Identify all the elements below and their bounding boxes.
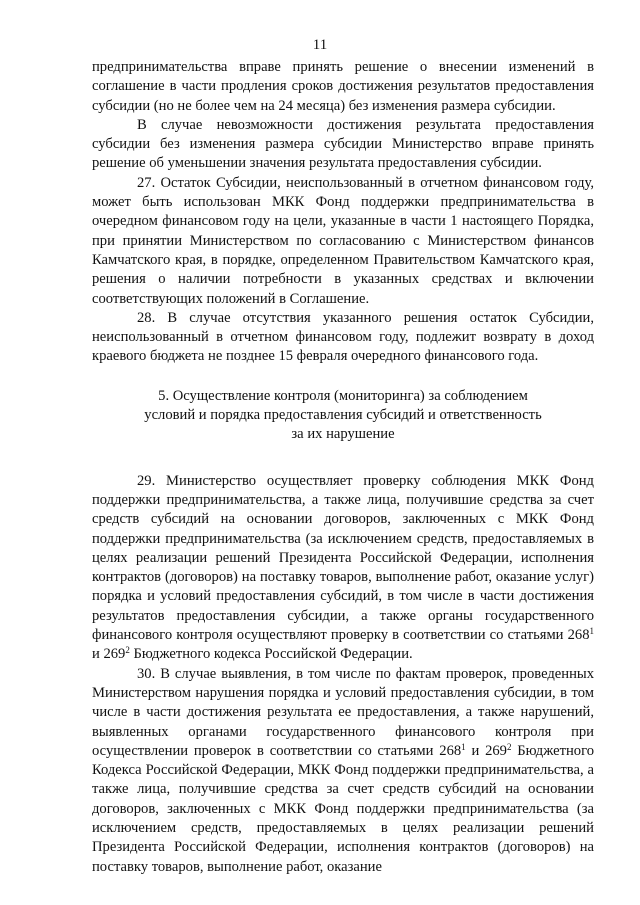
paragraph-27: 27. Остаток Субсидии, неиспользованный в отчетном финансовом году, может быть использован МКК Фонд поддержки предпринимательства в очередном финансовом году на цели, указанные в части 1 настоящего Порядка, при принятии Министерством по согласованию с Министерством финансов Камчатского края, в порядке, определенном Правительством Камчатского края, решения о наличии потребности в указанных средствах и включении соответствующих положений в Соглашение.	[92, 174, 594, 307]
paragraph-29-sup-2: 2	[125, 645, 130, 656]
paragraph-29-text-1: 29. Министерство осуществляет проверку соблюдения МКК Фонд поддержки предпринимательства, а также лица, получившие средства за счет средств субсидий на основании договоров, заключенных с МКК Фонд поддержки предпринимательства (за исключением средств, предоставляемых в целях реализации решений Президента Российской Федерации, исполнения контрактов (договоров) на поставку товаров, выполнение работ, оказание услуг) порядка и условий предоставления субсидий, в том числе в части достижения результатов предоставления субсидии, а также органы государственного финансового контроля осуществляют проверку в соответствии со статьями 268	[92, 472, 594, 644]
paragraph-continuation: предпринимательства вправе принять решение о внесении изменений в соглашение в части продления сроков достижения результатов предоставления субсидии (но не более чем на 24 месяца) без изменения размера субсидии.	[92, 59, 594, 114]
paragraph-29-text-2: и 269	[92, 646, 126, 663]
paragraph-28: 28. В случае отсутствия указанного решения остаток Субсидии, неиспользованный в отчетном финансовом году, подлежит возврату в доход краевого бюджета не позднее 15 февраля очередного финансового года.	[92, 309, 594, 365]
paragraph-30	[92, 665, 594, 877]
section-heading-line-2: условий и порядка предоставления субсидий и ответственность	[144, 407, 542, 424]
section-heading-line-3: за их нарушение	[291, 426, 395, 443]
paragraph-impossibility: В случае невозможности достижения результата предоставления субсидии без изменения размера субсидии Министерство вправе принять решение об уменьшении значения результата предоставления субсидии.	[92, 116, 594, 172]
paragraph-30-text-3: Бюджетного Кодекса Российской Федерации, МКК Фонд поддержки предпринимательства, а также лица, получившие средства за счет средств субсидий на основании договоров, заключенных с МКК Фонд поддержки предпринимательства (за исключением средств, предоставляемых в целях реализации решений Президента Российской Федерации, исполнения контрактов (договоров) на поставку товаров, выполнение работ, оказание	[92, 742, 595, 875]
paragraph-29	[92, 472, 594, 665]
document-body	[92, 58, 594, 877]
section-heading	[92, 387, 594, 445]
paragraph-30-text-2: и 269	[465, 742, 507, 759]
paragraph-29-sup-1: 1	[589, 626, 594, 637]
section-heading-line-1: 5. Осуществление контроля (мониторинга) за соблюдением	[158, 387, 528, 404]
paragraph-30-sup-2: 2	[506, 741, 512, 752]
paragraph-30-sup-1: 1	[461, 741, 466, 752]
paragraph-29-text-3: Бюджетного кодекса Российской Федерации.	[129, 646, 413, 663]
paragraph-30-text-1: 30. В случае выявления, в том числе по фактам проверок, проведенных Министерством нарушения порядка и условий предоставления субсидии, в том числе в части достижения результата ее предоставления, а также нарушений, выявленных органами государственного финансового контроля при осуществлении проверок в соответствии со статьями 268	[92, 665, 594, 759]
page-number: 11	[312, 37, 328, 53]
